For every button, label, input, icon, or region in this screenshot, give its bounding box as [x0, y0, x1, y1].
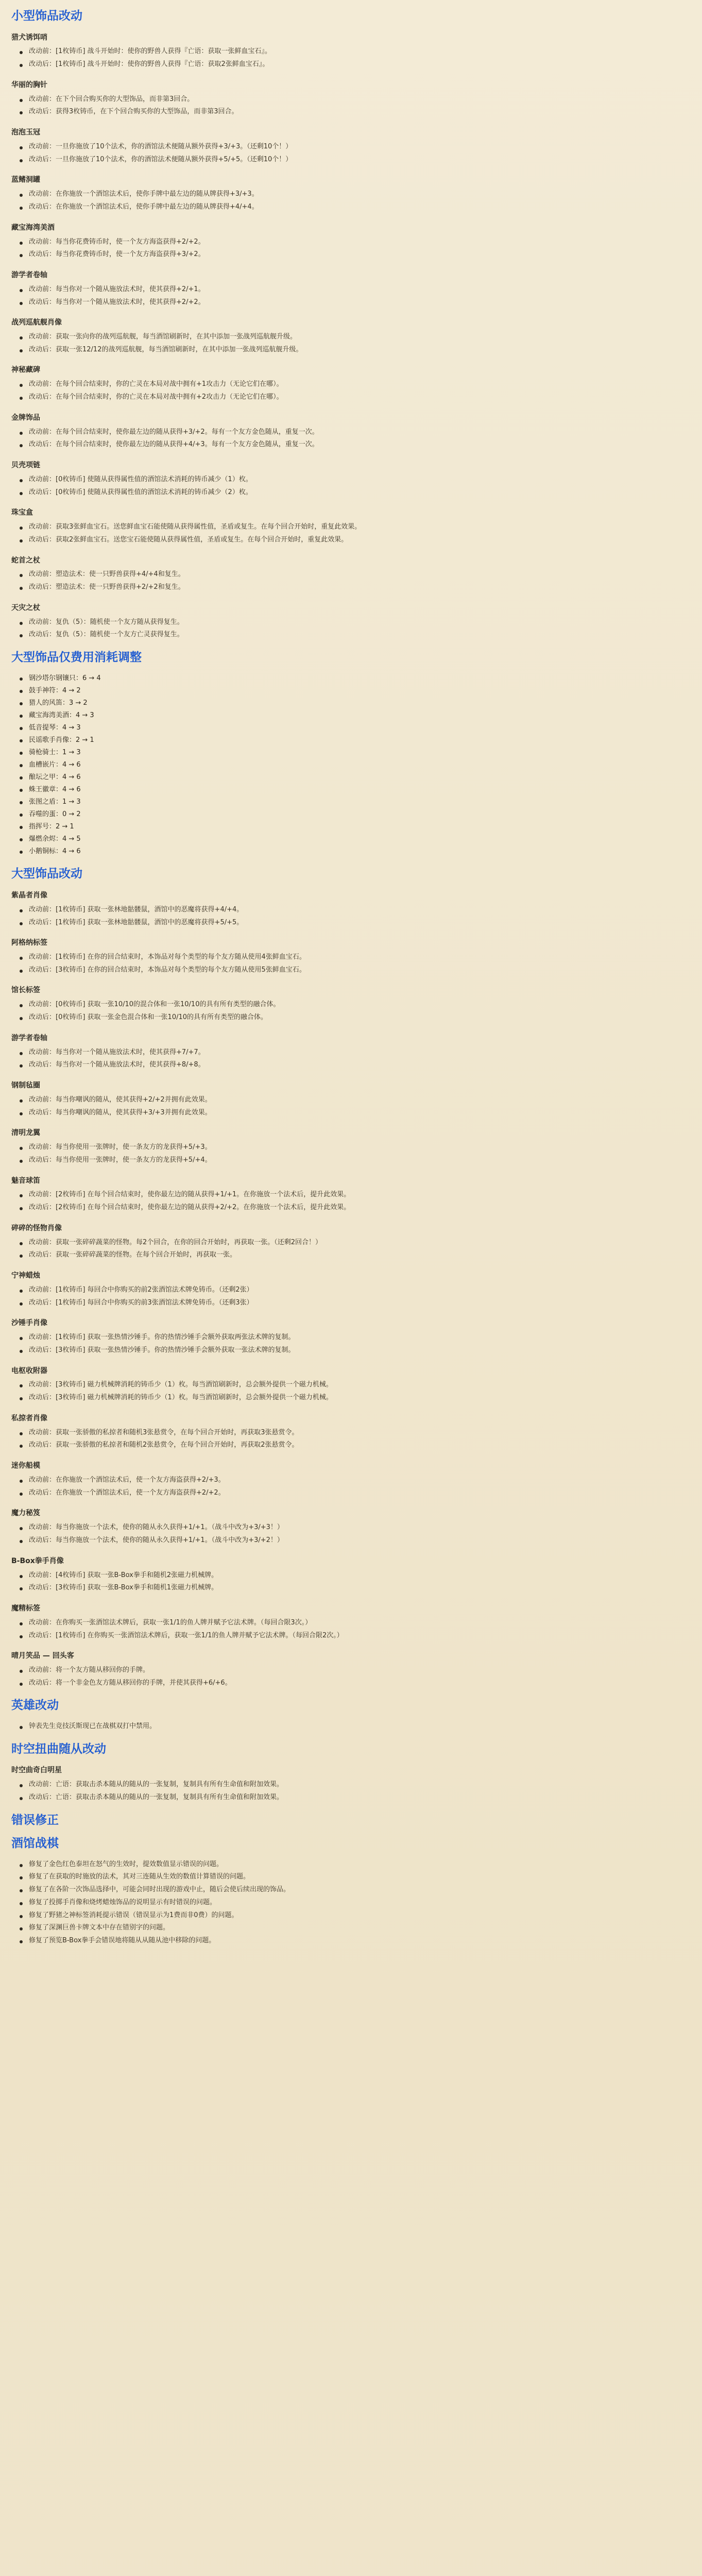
change-entry [11, 1128, 691, 1166]
entry-title: 迷你船模 [11, 1462, 40, 1470]
cost-adjust-text: 鼓手神符：4 → 2 [29, 686, 81, 694]
entry-title: 阿格纳标签 [11, 939, 47, 947]
change-entry [11, 1033, 691, 1072]
change-bullet [29, 1011, 691, 1024]
change-text: 改动后：每当你嘲讽的随从，使其获得+3/+3并拥有此效果。 [29, 1108, 212, 1116]
cost-adjust-text: 蛛王徽章：4 → 6 [29, 786, 81, 794]
cost-adjust-list [11, 672, 691, 858]
entry-title: 游学者卷轴 [11, 270, 47, 279]
content-section [11, 1837, 691, 1947]
cost-adjust-item [29, 734, 691, 747]
change-text: 改动前：每当你对一个随从施放法术时，使其获得+7/+7。 [29, 1048, 205, 1056]
cost-adjust-item [29, 784, 691, 796]
change-list [11, 1379, 691, 1404]
change-text: 改动后：在每个回合结束时，使你最左边的随从获得+4/+3。每有一个友方金色随从，重复一次。 [29, 440, 319, 449]
change-text: 改动后：每当你施放一个法术，使你的随从永久获得+1/+1。（战斗中改为+3/+2！） [29, 1536, 284, 1544]
cost-adjust-text: 指挥号：2 → 1 [29, 823, 74, 831]
content-section [11, 1742, 691, 1804]
change-bullet [29, 438, 691, 451]
entry-title: 清明龙翼 [11, 1129, 40, 1138]
content-section [11, 1814, 691, 1828]
change-bullet [29, 1189, 691, 1201]
change-list [11, 236, 691, 261]
change-text: 改动前：每当你花费铸币时，使一个友方海盗获得+2/+2。 [29, 238, 205, 246]
cost-adjust-item [29, 845, 691, 858]
change-bullet [29, 426, 691, 439]
change-bullet [29, 248, 691, 261]
change-list [11, 521, 691, 546]
change-bullet [29, 344, 691, 357]
change-entry [11, 128, 691, 166]
bugfix-text: 修复了预览B-Box拳手会错误地将随从从随从池中移除的问题。 [29, 1936, 216, 1944]
cost-adjust-text: 骑枪骑士：1 → 3 [29, 748, 81, 756]
change-text: 改动前：在每个回合结束时，你的亡灵在本局对战中拥有+1攻击力（无论它们在哪）。 [29, 380, 283, 388]
change-text: 改动前：[4枚铸币] 获取一张B-Box拳手和随机2张磁力机械牌。 [29, 1571, 218, 1579]
change-bullet [29, 1141, 691, 1154]
cost-adjust-text: 血槽嵌片：4 → 6 [29, 760, 81, 769]
content-section [11, 1699, 691, 1733]
change-bullet [29, 951, 691, 964]
change-bullet [29, 391, 691, 404]
change-bullet [29, 141, 691, 154]
change-list [11, 1141, 691, 1166]
change-text: 改动后：每当你花费铸币时，使一个友方海盗获得+3/+2。 [29, 250, 205, 259]
change-bullet [29, 1344, 691, 1357]
change-entry [11, 603, 691, 641]
entry-title: 私掠者肖像 [11, 1414, 47, 1422]
change-text: 改动后：[1枚铸币] 在你购买一张酒馆法术牌后，获取一张1/1的鱼人牌并赋予它法术牌。（每回合限2次。） [29, 1631, 344, 1639]
content-section [11, 867, 691, 1689]
change-list [11, 378, 691, 403]
change-text: 改动后：获取一张12/12的战列巡航舰，每当酒馆刷新时，在其中添加一张战列巡航舰升级。 [29, 345, 303, 353]
change-bullet [29, 964, 691, 977]
section-title: 大型饰品仅费用消耗调整 [11, 651, 142, 665]
change-bullet [29, 1487, 691, 1500]
change-bullet [29, 201, 691, 214]
change-text: 改动前：每当你使用一张牌时，使一条友方的龙获得+5/+3。 [29, 1143, 212, 1151]
change-bullet [29, 283, 691, 296]
change-entry [11, 891, 691, 929]
change-bullet [29, 1778, 691, 1791]
change-text: 改动前：将一个友方随从移回你的手牌。 [29, 1666, 150, 1674]
change-entry [11, 413, 691, 451]
entry-title: 泡泡玉冠 [11, 128, 40, 137]
change-list [11, 1284, 691, 1309]
hero-change-text: 钟表先生竞技沃斯现已在战棋双打中禁用。 [29, 1722, 157, 1731]
change-bullet [29, 904, 691, 917]
change-entry [11, 1318, 691, 1357]
change-text: 改动后：获取一张碎碎蔬菜的怪物。在每个回合开始时，再获取一张。 [29, 1251, 237, 1259]
change-text: 改动前：亡语：获取击杀本随从的随从的一张复制，复制具有所有生命值和附加效果。 [29, 1781, 284, 1789]
bugfix-bullet [29, 1909, 691, 1922]
change-entry [11, 318, 691, 356]
change-text: 改动前：获取一张向你的战列巡航舰，每当酒馆刷新时，在其中添加一张战列巡航舰升级。 [29, 333, 297, 341]
change-bullet [29, 581, 691, 594]
change-text: 改动前：[1枚铸币] 在你的回合结束时，本饰品对每个类型的每个友方随从使用4张鲜血宝石。 [29, 953, 306, 961]
change-bullet [29, 45, 691, 58]
bugfix-bullet [29, 1871, 691, 1884]
change-text: 改动前：塑造法术：使一只野兽获得+4/+4和复生。 [29, 570, 185, 579]
change-list [11, 1189, 691, 1214]
entry-title: 晴月笑品 — 回头客 [11, 1652, 74, 1660]
change-text: 改动后：[1枚铸币] 每回合中你购买的前3张酒馆法术牌免铸币。（还剩3张） [29, 1298, 253, 1307]
change-bullet [29, 1664, 691, 1677]
cost-adjust-text: 低音提琴：4 → 3 [29, 723, 81, 732]
change-text: 改动后：[1枚铸币] 获取一张林地骷髅鼠，酒馆中的恶魔将获得+5/+5。 [29, 918, 244, 926]
change-entry [11, 1556, 691, 1595]
content-section [11, 9, 691, 641]
change-text: 改动前：在每个回合结束时，使你最左边的随从获得+3/+2。每有一个友方金色随从，重复一次。 [29, 428, 319, 436]
change-bullet [29, 473, 691, 486]
change-list [11, 45, 691, 71]
change-text: 改动后：[0枚铸币] 使随从获得属性值的酒馆法术消耗的铸币减少（2）枚。 [29, 488, 252, 496]
change-list [11, 616, 691, 641]
change-bullet [29, 568, 691, 581]
change-entry [11, 986, 691, 1024]
cost-adjust-item [29, 833, 691, 845]
entry-title: 沙锤手肖像 [11, 1319, 47, 1328]
change-list [11, 426, 691, 451]
change-text: 改动前：获取一张骄傲的私掠者和随机3张悬赏令，在每个回合开始时，再获取3张悬赏令。 [29, 1428, 299, 1436]
change-entry [11, 1414, 691, 1452]
change-bullet [29, 1107, 691, 1120]
change-bullet [29, 486, 691, 499]
change-bullet [29, 1249, 691, 1262]
change-bullet [29, 1474, 691, 1487]
cost-adjust-text: 民谣歌手肖像：2 → 1 [29, 736, 94, 744]
entry-title: 魔精标签 [11, 1604, 40, 1613]
cost-adjust-item [29, 796, 691, 808]
cost-adjust-text: 酿坛之甲：4 → 6 [29, 773, 81, 782]
hero-change-bullet [29, 1720, 691, 1733]
change-text: 改动前：获取3张鲜血宝石。送您鲜血宝石能使随从获得属性值，圣盾或复生。在每个回合开始时，重复此效果。 [29, 523, 362, 531]
change-list [11, 1664, 691, 1689]
entry-title: 时空曲奇白明星 [11, 1766, 62, 1775]
change-list [11, 1474, 691, 1499]
change-bullet [29, 1569, 691, 1582]
bugfix-text: 修复了野猪之神标签消耗提示错误（错误显示为1费而非0费）的问题。 [29, 1911, 238, 1919]
change-text: 改动前：[1枚铸币] 每回合中你购买的前2张酒馆法术牌免铸币。（还剩2张） [29, 1285, 253, 1294]
change-text: 改动前：[3枚铸币] 磁力机械牌消耗的铸币少（1）枚。每当酒馆刷新时，总会额外提供一个磁力机械。 [29, 1381, 333, 1389]
cost-adjust-item [29, 821, 691, 833]
change-list [11, 283, 691, 309]
change-bullet [29, 629, 691, 641]
bugfix-text: 修复了深渊巨兽卡牌文本中存在错别字的问题。 [29, 1924, 170, 1932]
cost-adjust-item [29, 672, 691, 685]
entry-title: 藏宝海湾美酒 [11, 223, 55, 232]
change-text: 改动前：每当你施放一个法术，使你的随从永久获得+1/+1。（战斗中改为+3/+3！） [29, 1523, 284, 1532]
change-text: 改动后：一旦你施放了10个法术，你的酒馆法术便随从额外获得+5/+5。（还剩10个！） [29, 155, 293, 163]
change-list [11, 1617, 691, 1642]
bugfix-text: 修复了在获取的时施放的法术，其对三连随从生效的数值计算错误的问题。 [29, 1873, 250, 1881]
change-text: 改动前：在你施放一个酒馆法术后，使一个友方海盗获得+2/+3。 [29, 1476, 225, 1484]
change-entry [11, 1081, 691, 1119]
change-text: 改动前：[0枚铸币] 获取一张10/10的混合体和一张10/10的具有所有类型的融合体。 [29, 1001, 280, 1009]
section-title: 酒馆战棋 [11, 1837, 59, 1851]
change-text: 改动前：[1枚铸币] 获取一张热情沙锤手。你的热情沙锤手会额外获取两张法术牌的复制。 [29, 1333, 295, 1342]
change-text: 改动后：塑造法术：使一只野兽获得+2/+2和复生。 [29, 583, 185, 591]
change-bullet [29, 154, 691, 166]
cost-adjust-item [29, 759, 691, 771]
change-text: 改动前：[1枚铸币] 获取一张林地骷髅鼠，酒馆中的恶魔将获得+4/+4。 [29, 905, 244, 913]
change-bullet [29, 1427, 691, 1439]
change-list [11, 473, 691, 499]
entry-title: 钢制毡圈 [11, 1081, 40, 1090]
section-title: 大型饰品改动 [11, 867, 82, 881]
change-list [11, 93, 691, 118]
change-list [11, 1046, 691, 1072]
change-text: 改动前：每当你对一个随从施放法术时，使其获得+2/+1。 [29, 285, 205, 293]
change-entry [11, 1366, 691, 1404]
change-bullet [29, 331, 691, 344]
change-text: 改动前：在你购买一张酒馆法术牌后，获取一张1/1的鱼人牌并赋予它法术牌。（每回合限3次。） [29, 1618, 312, 1626]
change-text: 改动前：复仇（5）：随机使一个友方随从获得复生。 [29, 618, 184, 626]
change-text: 改动后：获取一张骄傲的私掠者和随机2张悬赏令，在每个回合开始时，再获取2张悬赏令。 [29, 1441, 299, 1449]
change-bullet [29, 93, 691, 106]
change-list [11, 1427, 691, 1452]
change-text: 改动前：在你施放一个酒馆法术后，使你手牌中最左边的随从牌获得+3/+3。 [29, 190, 259, 198]
change-bullet [29, 1791, 691, 1804]
entry-title: 金牌饰品 [11, 413, 40, 422]
change-text: 改动后：在每个回合结束时，你的亡灵在本局对战中拥有+2攻击力（无论它们在哪）。 [29, 393, 283, 401]
change-text: 改动后：[2枚铸币] 在每个回合结束时，使你最左边的随从获得+2/+2。在你施放一个法术后，提升此效果。 [29, 1204, 351, 1212]
entry-title: 电枢收附器 [11, 1366, 47, 1375]
change-list [11, 1331, 691, 1357]
cost-adjust-text: 钢沙塔尔钢镶只：6 → 4 [29, 674, 101, 682]
change-list [11, 1569, 691, 1595]
change-list [11, 331, 691, 356]
cost-adjust-item [29, 697, 691, 709]
change-bullet [29, 1046, 691, 1059]
change-entry [11, 508, 691, 546]
change-entry [11, 1224, 691, 1262]
change-entry [11, 938, 691, 976]
cost-adjust-text: 小鹅铜标：4 → 6 [29, 848, 81, 856]
change-list [11, 141, 691, 166]
cost-adjust-item [29, 771, 691, 784]
change-bullet [29, 1521, 691, 1534]
change-text: 改动前：[0枚铸币] 使随从获得属性值的酒馆法术消耗的铸币减少（1）枚。 [29, 475, 252, 483]
bugfix-bullet [29, 1896, 691, 1909]
change-text: 改动后：每当你对一个随从施放法术时，使其获得+2/+2。 [29, 298, 205, 306]
section-title: 时空扭曲随从改动 [11, 1742, 106, 1756]
cost-adjust-item [29, 808, 691, 821]
change-list [11, 1094, 691, 1119]
change-text: 改动后：在你施放一个酒馆法术后，使一个友方海盗获得+2/+2。 [29, 1488, 225, 1497]
change-text: 改动前：在下个回合购买你的大型饰品，而非第3回合。 [29, 95, 194, 103]
change-text: 改动后：[3枚铸币] 在你的回合结束时，本饰品对每个类型的每个友方随从使用5张鲜血宝石。 [29, 965, 306, 974]
entry-title: 宁神蜡烛 [11, 1272, 40, 1280]
cost-adjust-item [29, 685, 691, 697]
change-entry [11, 80, 691, 118]
change-bullet [29, 106, 691, 118]
change-text: 改动后：[3枚铸币] 获取一张热情沙锤手。你的热情沙锤手会额外获取一张法术牌的复制。 [29, 1346, 295, 1354]
change-bullet [29, 58, 691, 71]
change-bullet [29, 917, 691, 929]
change-entry [11, 33, 691, 71]
change-entry [11, 1766, 691, 1804]
cost-adjust-text: 吞噬的蛋：0 → 2 [29, 810, 81, 819]
entry-title: 天灾之杖 [11, 603, 40, 612]
bugfix-bullet [29, 1922, 691, 1935]
change-list [11, 568, 691, 594]
entry-title: 游学者卷轴 [11, 1033, 47, 1042]
change-text: 改动后：复仇（5）：随机使一个友方亡灵获得复生。 [29, 631, 184, 639]
bugfix-list [11, 1858, 691, 1947]
change-list [11, 951, 691, 976]
change-entry [11, 1176, 691, 1214]
change-text: 改动后：在你施放一个酒馆法术后，使你手牌中最左边的随从牌获得+4/+4。 [29, 202, 259, 211]
cost-adjust-item [29, 722, 691, 734]
change-bullet [29, 1331, 691, 1344]
entry-title: 神秘藏碑 [11, 366, 40, 375]
change-entry [11, 270, 691, 309]
section-title: 错误修正 [11, 1813, 59, 1827]
change-bullet [29, 1284, 691, 1297]
entry-title: 魔力秘笈 [11, 1509, 40, 1518]
change-text: 改动前：每当你嘲讽的随从，使其获得+2/+2并拥有此效果。 [29, 1095, 212, 1104]
change-bullet [29, 1297, 691, 1310]
change-bullet [29, 1154, 691, 1167]
change-bullet [29, 1582, 691, 1595]
change-entry [11, 1651, 691, 1689]
entry-title: 猎犬诱饵哨 [11, 33, 47, 42]
change-text: 改动前：[2枚铸币] 在每个回合结束时，使你最左边的随从获得+1/+1。在你施放一个法术后，提升此效果。 [29, 1191, 351, 1199]
change-bullet [29, 1059, 691, 1072]
bugfix-bullet [29, 1935, 691, 1947]
change-entry [11, 461, 691, 499]
bugfix-text: 修复了金色红色泰坦在怒气的生效时，提效数值显示错误的问题。 [29, 1860, 224, 1868]
entry-title: 馆长标签 [11, 986, 40, 995]
change-list [11, 188, 691, 213]
change-text: 改动后：[3枚铸币] 获取一张B-Box拳手和随机1张磁力机械牌。 [29, 1584, 218, 1592]
change-entry [11, 1604, 691, 1642]
section-title: 英雄改动 [11, 1699, 59, 1713]
cost-adjust-text: 猎人的风笛：3 → 2 [29, 699, 88, 707]
section-title: 小型饰品改动 [11, 9, 82, 23]
cost-adjust-item [29, 709, 691, 722]
content-section [11, 651, 691, 858]
change-entry [11, 1461, 691, 1499]
change-text: 改动后：将一个非金色友方随从移回你的手牌，并使其获得+6/+6。 [29, 1679, 232, 1687]
change-bullet [29, 296, 691, 309]
change-text: 改动后：亡语：获取击杀本随从的随从的一张复制，复制具有所有生命值和附加效果。 [29, 1793, 284, 1801]
entry-title: 蓝鳍洞罐 [11, 176, 40, 184]
change-bullet [29, 616, 691, 629]
cost-adjust-text: 藏宝海湾美酒：4 → 3 [29, 711, 94, 719]
hero-change-list [11, 1720, 691, 1733]
change-bullet [29, 188, 691, 201]
change-list [11, 1778, 691, 1804]
change-bullet [29, 1236, 691, 1249]
entry-title: 碎碎的怪物肖像 [11, 1224, 62, 1232]
change-bullet [29, 1617, 691, 1630]
change-bullet [29, 1677, 691, 1690]
change-bullet [29, 1534, 691, 1547]
change-list [11, 904, 691, 929]
change-bullet [29, 1201, 691, 1214]
entry-title: 贝壳项链 [11, 461, 40, 469]
change-text: 改动前：获取一张碎碎蔬菜的怪物。每2个回合，在你的回合开始时，再获取一张。（还剩2回合！） [29, 1238, 322, 1246]
entry-title: 魅音球笛 [11, 1176, 40, 1185]
cost-adjust-text: 张图之盾：1 → 3 [29, 798, 81, 806]
change-text: 改动后：[3枚铸币] 磁力机械牌消耗的铸币少（1）枚。每当酒馆刷新时，总会额外提供一个磁力机械。 [29, 1394, 333, 1402]
entry-title: B-Box拳手肖像 [11, 1556, 64, 1565]
change-bullet [29, 534, 691, 547]
change-bullet [29, 1439, 691, 1452]
change-text: 改动后：获得3枚铸币，在下个回合购买你的大型饰品，而非第3回合。 [29, 108, 238, 116]
change-entry [11, 175, 691, 213]
change-bullet [29, 521, 691, 534]
change-bullet [29, 1094, 691, 1107]
change-text: 改动前：一旦你施放了10个法术，你的酒馆法术便随从额外获得+3/+3。（还剩10个！） [29, 143, 293, 151]
change-entry [11, 556, 691, 594]
entry-title: 华丽的胸针 [11, 80, 47, 89]
change-entry [11, 1271, 691, 1309]
bugfix-bullet [29, 1858, 691, 1871]
change-list [11, 1236, 691, 1262]
bugfix-bullet [29, 1884, 691, 1896]
entry-title: 蛇首之杖 [11, 556, 40, 565]
entry-title: 珠宝盒 [11, 509, 33, 517]
change-bullet [29, 236, 691, 249]
entry-title: 紫晶者肖像 [11, 891, 47, 900]
change-text: 改动后：获取2张鲜血宝石。送您宝石能使随从获得属性值，圣盾或复生。在每个回合开始时，重复此效果。 [29, 535, 348, 544]
change-bullet [29, 1392, 691, 1404]
change-bullet [29, 1630, 691, 1642]
change-list [11, 1521, 691, 1547]
change-bullet [29, 1379, 691, 1392]
change-bullet [29, 378, 691, 391]
cost-adjust-text: 爆燃余烬：4 → 5 [29, 835, 81, 843]
change-text: 改动后：[0枚铸币] 获取一张金色混合体和一张10/10的具有所有类型的融合体。 [29, 1013, 268, 1022]
bugfix-text: 修复了投掷手肖像和烧烤蜡烛饰品的说明显示有时错误的问题。 [29, 1898, 217, 1906]
cost-adjust-item [29, 747, 691, 759]
change-entry [11, 1509, 691, 1547]
entry-title: 战列巡航舰肖像 [11, 318, 62, 327]
change-bullet [29, 998, 691, 1011]
change-list [11, 998, 691, 1024]
change-entry [11, 223, 691, 261]
change-text: 改动前：[1枚铸币] 战斗开始时：使你的野兽人获得『亡语：获取一张鲜血宝石』。 [29, 47, 272, 56]
change-text: 改动后：[1枚铸币] 战斗开始时：使你的野兽人获得『亡语：获取2张鲜血宝石』。 [29, 60, 269, 69]
change-text: 改动后：每当你对一个随从施放法术时，使其获得+8/+8。 [29, 1061, 205, 1069]
bugfix-text: 修复了在各阶一次饰品选择中，可能会同时出现的游戏中止，随后会使后续出现的饰品。 [29, 1886, 290, 1894]
change-entry [11, 365, 691, 403]
change-text: 改动后：每当你使用一张牌时，使一条友方的龙获得+5/+4。 [29, 1156, 212, 1164]
